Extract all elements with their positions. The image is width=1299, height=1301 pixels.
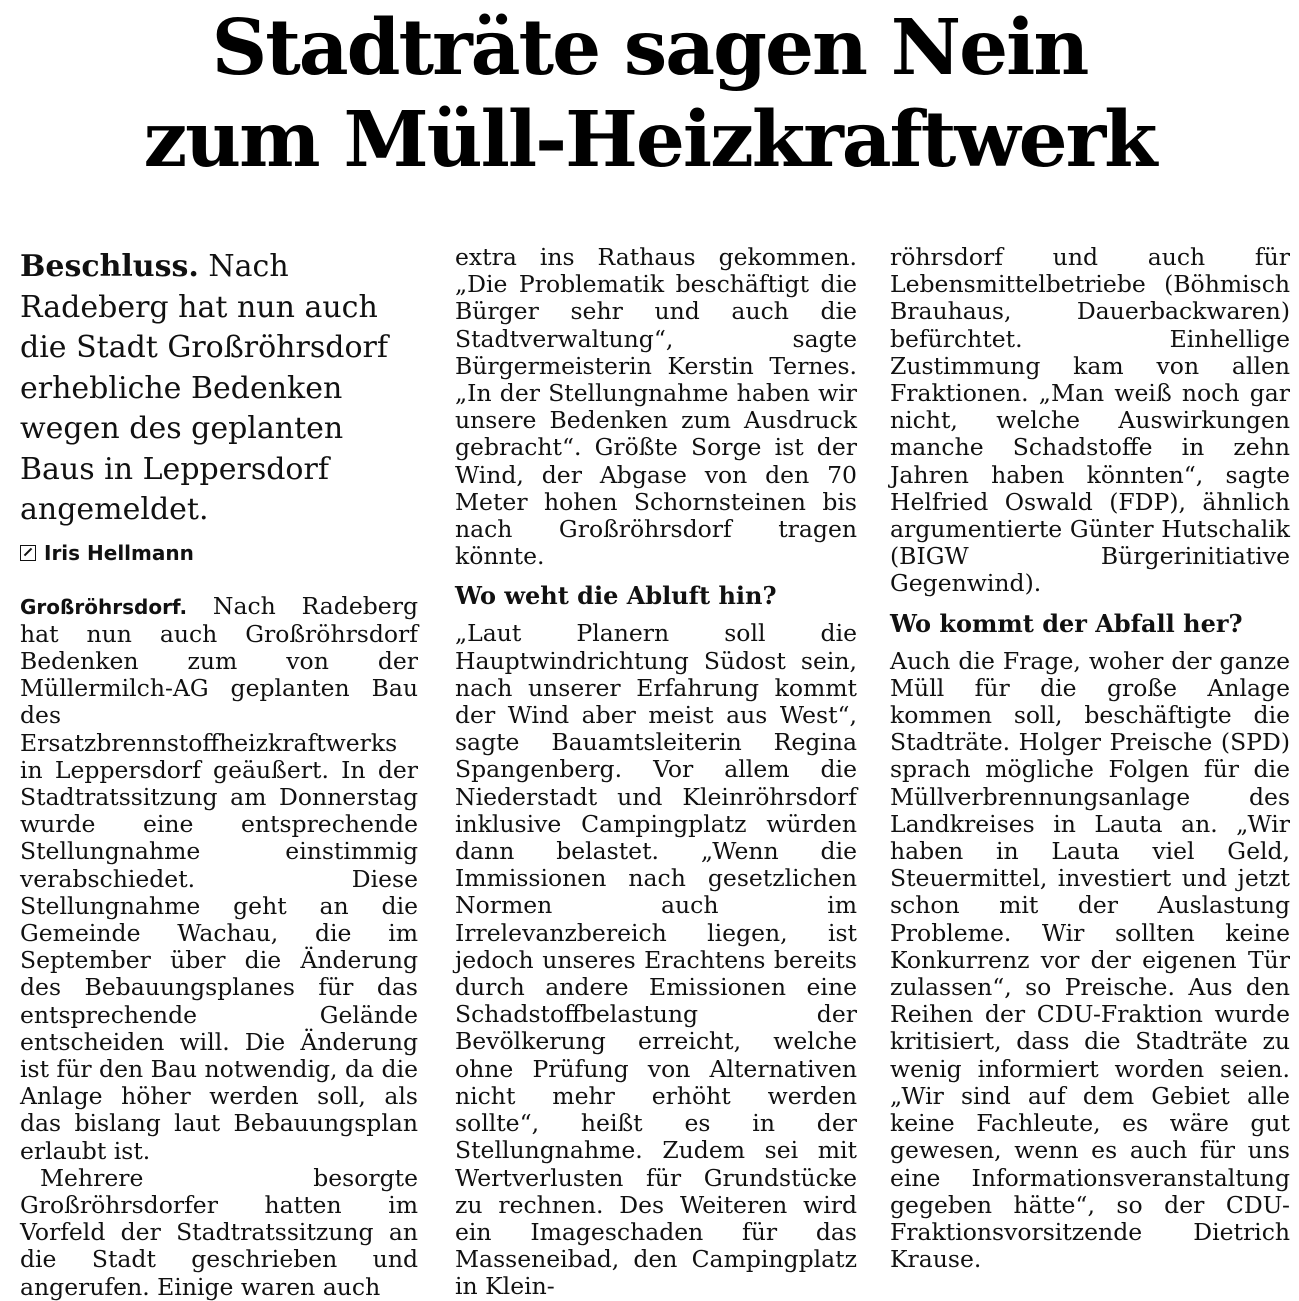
headline-line-1: Stadträte sagen Nein bbox=[211, 3, 1088, 93]
subheading-2: Wo kommt der Abfall her? bbox=[890, 608, 1243, 638]
paragraph-6: Auch die Frage, woher der ganze Müll für die große Anlage kommen soll, beschäftigte die Stadträte. Holger Preische (SPD) sprach mögliche Folgen für die Müllverbrennungsanlage des Landkreises in Lauta an. „Wir haben in Lauta viel Geld, Steuermittel, investiert und jetzt schon mit der Auslastung Probleme. Wir sollten keine Konkurrenz vor der eigenen Tür zulassen“, so Preische. Aus den Reihen der CDU-Fraktion wurde kritisiert, dass die Stadträte zu wenig informiert worden seien. „Wir sind auf dem Gebiet alle keine Fachleute, es wäre gut gewesen, wenn es auch für uns eine Informationsveranstaltung gegeben hätte“, so der CDU-Fraktionsvorsitzende Dietrich Krause. bbox=[890, 646, 1290, 1274]
teaser bbox=[20, 243, 418, 531]
paragraph-4: „Laut Planern soll die Hauptwindrichtung Südost sein, nach unserer Erfahrung kommt der Wind aber meist aus West“, sagte Bauamtsleiterin Regina Spangenberg. Vor allem die Niederstadt und Kleinröhrsdorf inklusive Campingplatz würden dann belastet. „Wenn die Immissionen nach gesetzlichen Normen auch im Irrelevanzbereich liegen, ist jedoch unseres Erachtens bereits durch andere Emissionen eine Schadstoffbelastung der Bevölkerung erreicht, welche ohne Prüfung von Alternativen nicht mehr erhöht werden sollte“, heißt es in der Stellungnahme. Zudem sei mit Wertverlusten für Grundstücke zu rechnen. Des Weiteren wird ein Imageschaden für das Masseneibad, den Campingplatz in Klein- bbox=[455, 619, 857, 1301]
paragraph-2: Mehrere besorgte Großröhrsdorfer hatten im Vorfeld der Stadtratssitzung an die Stadt geschrieben und angerufen. Einige waren auch bbox=[20, 1163, 418, 1301]
headline bbox=[0, 2, 1299, 186]
paragraph-5: röhrsdorf und auch für Lebensmittelbetriebe (Böhmisch Brauhaus, Dauerbackwaren) befürchtet. Einhellige Zustimmung kam von allen Fraktionen. „Man weiß noch gar nicht, welche Auswirkungen manche Schadstoffe in zehn Jahren haben könnten“, sagte Helfried Oswald (FDP), ähnlich argumentierte Günter Hutschalik (BIGW Bürgerinitiative Gegenwind). bbox=[890, 243, 1290, 598]
headline-line-2: zum Müll-Heizkraftwerk bbox=[143, 95, 1156, 185]
byline bbox=[20, 541, 418, 565]
dateline: Großröhrsdorf. bbox=[20, 594, 188, 619]
column-3 bbox=[890, 244, 1290, 1273]
author-icon bbox=[20, 545, 36, 561]
column-1 bbox=[20, 243, 418, 1301]
paragraph-3: extra ins Rathaus gekommen. „Die Problematik beschäftigt die Bürger sehr und auch die Stadtverwaltung“, sagte Bürgermeisterin Kerstin Ternes. „In der Stellungnahme haben wir unsere Bedenken zum Ausdruck gebracht“. Größte Sorge ist der Wind, der Abgase von den 70 Meter hohen Schornsteinen bis nach Großröhrsdorf tragen könnte. bbox=[455, 243, 857, 571]
paragraph-1-text: Nach Radeberg hat nun auch Großröhrsdorf Bedenken zum von der Müllermilch-AG geplanten Bau des Ersatzbrennstoffheizkraftwerks in Leppersdorf geäußert. In der Stadtratssitzung am Donnerstag wurde eine entsprechende Stellungnahme einstimmig verabschiedet. Diese Stellungnahme geht an die Gemeinde Wachau, die im September über die Änderung des Bebauungsplanes für das entsprechende Gelände entscheiden will. Die Änderung ist für den Bau notwendig, da die Anlage höher werden soll, als das bislang laut Bebauungsplan erlaubt ist. bbox=[20, 591, 418, 1165]
teaser-text: Nach Radeberg hat nun auch die Stadt Großröhrsdorf erhebliche Bedenken wegen des geplanten Baus in Leppersdorf angemeldet. bbox=[20, 249, 388, 527]
author-name: Iris Hellmann bbox=[44, 540, 194, 565]
subheading-1: Wo weht die Abluft hin? bbox=[455, 581, 777, 611]
teaser-keyword: Beschluss. bbox=[20, 249, 199, 284]
paragraph-1 bbox=[20, 593, 418, 1165]
column-2 bbox=[455, 244, 857, 1301]
